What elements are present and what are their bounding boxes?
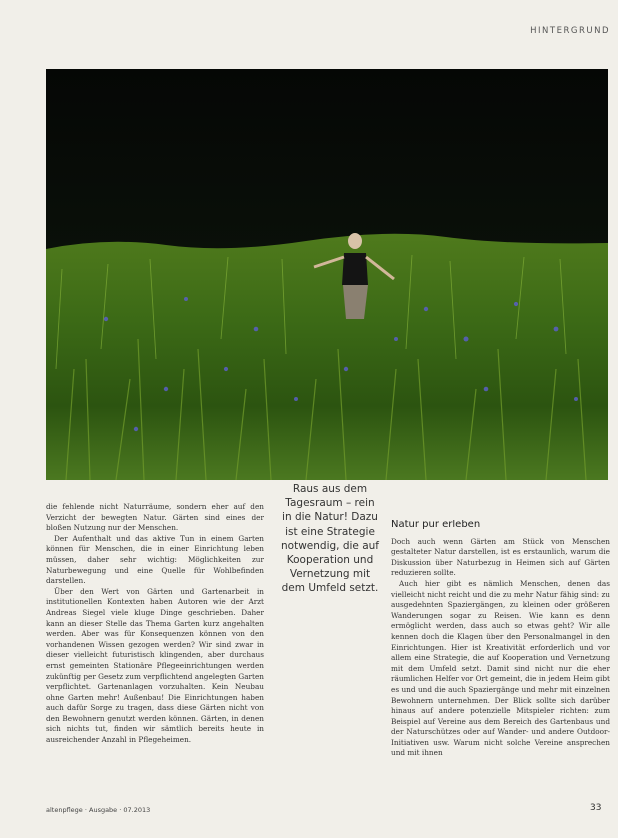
left-paragraph: Über den Wert von Gärten und Gartenarbeit in institutionellen Kontexten haben Autoren wie der Arzt Andreas Siegel viele kluge Dinge geschrieben. Daher kann an dieser Stelle das Thema Garten kurz angehalten werden. Aber was für Konsequenzen können von den vorhandenen Wissen gezogen werden? Wir sind zwar in dieser vielleicht futuristisch klingenden, aber durchaus ernst gemeinten Stationäre Pflegeeinrichtungen werden zukünftig per Gesetz zum verpflichtend angelegten Garten verpflichtet. Gartenanlagen vorzuhalten. Kein Neubau ohne Garten mehr! Außenbau! Die Einrichtungen haben auch dafür Sorge zu tragen, dass diese Gärten nicht von den Bewohnern genutzt werden können. Gärten, in denen sich nichts tut, finden wir sämtlich bereits heute in ausreichender Anzahl in Pflegeheimen. — [46, 586, 264, 745]
page-number: 33 — [590, 803, 602, 813]
left-paragraph: Der Aufenthalt und das aktive Tun in einem Garten können für Menschen, die in einer Einrichtung leben müssen, daher sehr wichtig: Möglichkeiten zur Naturbewegung und eine Quelle für Wohlbefinden darstellen. — [46, 533, 264, 586]
meadow-photo — [46, 69, 608, 480]
right-paragraph: Auch hier gibt es nämlich Menschen, denen das vielleicht nicht reicht und die zu mehr Natur fähig sind: zu ausgedehnten Spaziergängen, zu kleinen oder größeren Wanderungen sogar zu Reisen. Wie kann es denn ermöglicht werden, dass auch so etwas geht? Wir alle kennen doch die Klagen über den Personalmangel in den Einrichtungen. Hier ist Kreativität erforderlich und vor allem eine Strategie, die auf Kooperation und Vernetzung mit dem Umfeld setzt. Damit sind nicht nur die eher räumlichen Helfer vor Ort gemeint, die in jedem Heim gibt es und und die auch Spaziergänge und mehr mit einzelnen Bewohnern unternehmen. Der Blick sollte sich darüber hinaus auf andere potenzielle Mitspieler richten: zum Beispiel auf Vereine aus dem Bereich des Gartenbaus und der Naturschützes oder auf Wander- und andere Outdoor-Initiativen usw. Warum nicht solche Vereine ansprechen und mit ihnen — [391, 578, 610, 758]
publication-footer: altenpflege · Ausgabe · 07.2013 — [46, 806, 151, 814]
left-paragraph: die fehlende nicht Naturräume, sondern eher auf den Verzicht der bewegten Natur. Gärten sind eines der bloßen Nutzung nur der Menschen. — [46, 502, 264, 533]
left-column — [46, 502, 264, 792]
pull-quote: Raus aus dem Tagesraum – rein in die Natur! Dazu ist eine Strategie notwendig, die auf Kooperation und Vernetzung mit dem Umfeld setzt. — [281, 483, 379, 595]
right-paragraph: Doch auch wenn Gärten am Stück von Menschen gestalteter Natur darstellen, ist es erstaunlich, warum die Diskussion über Naturbezug in Heimen sich auf Gärten reduzieren sollte. — [391, 536, 610, 578]
section-heading: Natur pur erleben — [391, 520, 481, 530]
section-label: HINTERGRUND — [530, 26, 610, 36]
right-column — [391, 520, 610, 792]
